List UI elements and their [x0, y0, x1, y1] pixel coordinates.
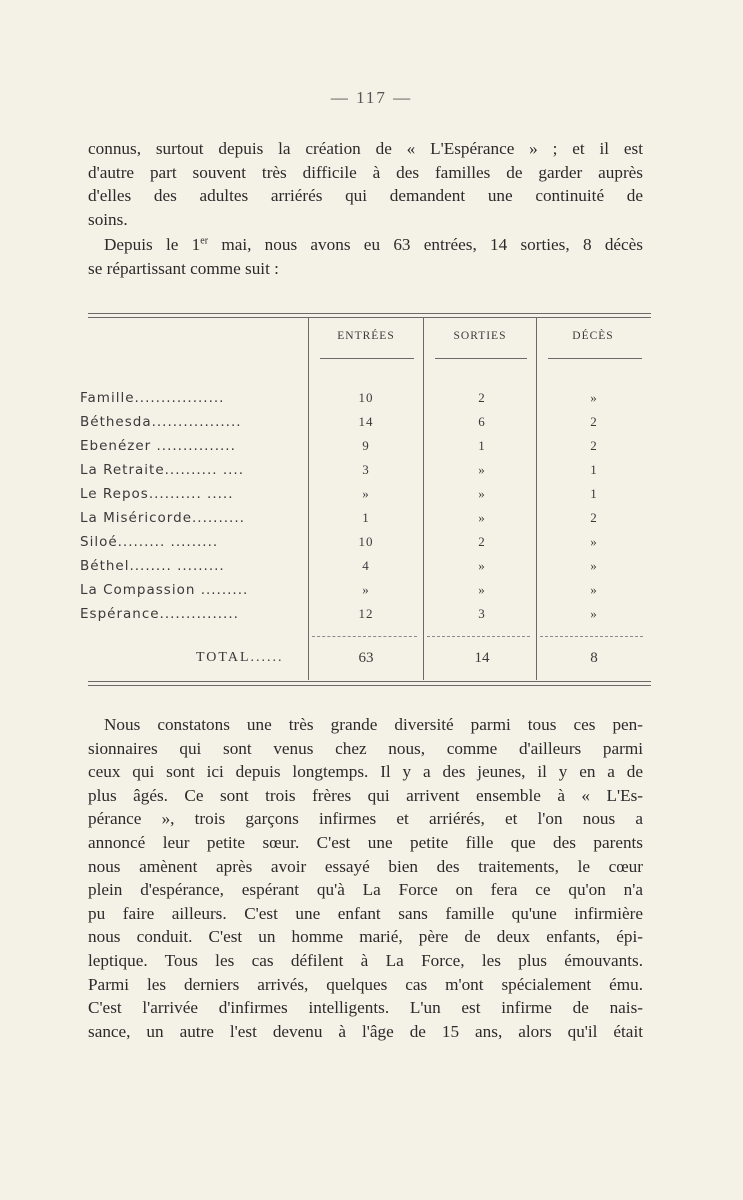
cell-sorties: 2 — [478, 534, 486, 549]
cell-deces: 1 — [590, 462, 598, 477]
cell-deces: » — [590, 606, 598, 621]
text-line: sance, un autre l'est devenu à l'âge de 15 ans, alors qu'il était — [88, 1021, 643, 1041]
row-label: Ebenézer ............... — [80, 438, 236, 454]
text-line: nous conduit. C'est un homme marié, père de deux enfants, épi- — [88, 927, 643, 947]
text-line — [88, 233, 643, 257]
total-label: TOTAL...... — [196, 650, 284, 665]
text-line: d'elles des adultes arriérés qui demandent une continuité de — [88, 186, 643, 206]
cell-sorties: 6 — [478, 414, 486, 429]
cell-deces: » — [590, 534, 598, 549]
text-line: connus, surtout depuis la création de « L'Espérance » ; et il est — [88, 139, 643, 158]
total-deces: 8 — [590, 650, 598, 666]
cell-entrees: 9 — [362, 438, 370, 453]
row-label: Le Repos.......... ..... — [80, 486, 234, 502]
total-sorties: 14 — [474, 650, 490, 666]
cell-entrees: 1 — [362, 510, 370, 525]
text-line: soins. — [88, 209, 128, 229]
table-bottom-rule — [88, 685, 651, 686]
text-line: leptique. Tous les cas défilent à La Force, les plus émouvants. — [88, 950, 643, 970]
page-number: — 117 — — [330, 88, 413, 107]
cell-deces: 2 — [590, 414, 598, 429]
paragraph-2 — [88, 233, 643, 280]
text-line: sionnaires qui sont venus chez nous, comme d'ailleurs parmi — [88, 738, 643, 758]
cell-entrees: 14 — [358, 414, 374, 429]
cell-entrees: 10 — [358, 390, 374, 405]
column-divider — [423, 318, 424, 680]
cell-sorties: » — [478, 486, 486, 501]
table-top-rule — [88, 317, 651, 318]
cell-entrees: 3 — [362, 462, 370, 477]
cell-sorties: » — [478, 462, 486, 477]
text-line: pu faire ailleurs. C'est une enfant sans famille qu'une infirmière — [88, 903, 643, 923]
text-line: Nous constatons une très grande diversité parmi tous ces pen- — [104, 715, 643, 734]
text-line: pérance », trois garçons infirmes et arriérés, et l'on nous a — [88, 809, 643, 829]
cell-entrees: » — [362, 486, 370, 501]
cell-sorties: » — [478, 582, 486, 597]
header-underline — [435, 358, 527, 359]
column-divider — [536, 318, 537, 680]
paragraph-1 — [88, 137, 643, 231]
row-label: Famille................. — [80, 390, 225, 406]
cell-deces: » — [590, 582, 598, 597]
text-line: ceux qui sont ici depuis longtemps. Il y a des jeunes, il y en a de — [88, 762, 643, 782]
cell-deces: » — [590, 558, 598, 573]
cell-entrees: 12 — [358, 606, 374, 621]
cell-deces: 1 — [590, 486, 598, 501]
total-rule — [540, 636, 643, 637]
cell-entrees: 4 — [362, 558, 370, 573]
text-fragment: Depuis le 1 — [104, 235, 201, 254]
text-fragment: mai, nous avons eu 63 entrées, 14 sorties, 8 décès — [208, 235, 643, 254]
cell-deces: 2 — [590, 510, 598, 525]
cell-sorties: 3 — [478, 606, 486, 621]
total-rule — [312, 636, 417, 637]
column-header-entrees: ENTRÉES — [337, 330, 395, 342]
superscript: er — [200, 235, 209, 247]
text-line: C'est l'arrivée d'infirmes intelligents. L'un est infirme de nais- — [88, 998, 643, 1018]
text-line: annoncé leur petite sœur. C'est une petite fille que des parents — [88, 832, 643, 852]
text-line: nous amènent après avoir essayé bien des traitements, le cœur — [88, 856, 643, 876]
text-line: Parmi les derniers arrivés, quelques cas m'ont spécialement ému. — [88, 974, 643, 994]
row-label: Béthesda................. — [80, 414, 242, 430]
column-header-deces: DÉCÈS — [572, 330, 614, 342]
total-entrees: 63 — [358, 650, 374, 666]
row-label: La Retraite.......... .... — [80, 462, 244, 478]
table-top-rule — [88, 313, 651, 314]
header-underline — [320, 358, 414, 359]
column-divider — [308, 318, 309, 680]
paragraph-3 — [88, 713, 643, 1043]
text-line: se répartissant comme suit : — [88, 258, 279, 278]
row-label: Espérance............... — [80, 606, 239, 622]
cell-entrees: » — [362, 582, 370, 597]
row-label: La Compassion ......... — [80, 582, 249, 598]
column-header-sorties: SORTIES — [453, 330, 507, 342]
total-rule — [427, 636, 530, 637]
cell-sorties: » — [478, 558, 486, 573]
table-bottom-rule — [88, 681, 651, 682]
cell-deces: 2 — [590, 438, 598, 453]
cell-sorties: 2 — [478, 390, 486, 405]
cell-deces: » — [590, 390, 598, 405]
row-label: Béthel........ ......... — [80, 558, 225, 574]
text-line: plein d'espérance, espérant qu'à La Force on fera ce qu'on n'a — [88, 880, 643, 900]
cell-sorties: » — [478, 510, 486, 525]
text-line: d'autre part souvent très difficile à des familles de garder auprès — [88, 162, 643, 182]
cell-sorties: 1 — [478, 438, 486, 453]
header-underline — [548, 358, 642, 359]
cell-entrees: 10 — [358, 534, 374, 549]
row-label: Siloé......... ......... — [80, 534, 219, 550]
text-line: plus âgés. Ce sont trois frères qui arrivent ensemble à « L'Es- — [88, 785, 643, 805]
row-label: La Miséricorde.......... — [80, 510, 245, 526]
